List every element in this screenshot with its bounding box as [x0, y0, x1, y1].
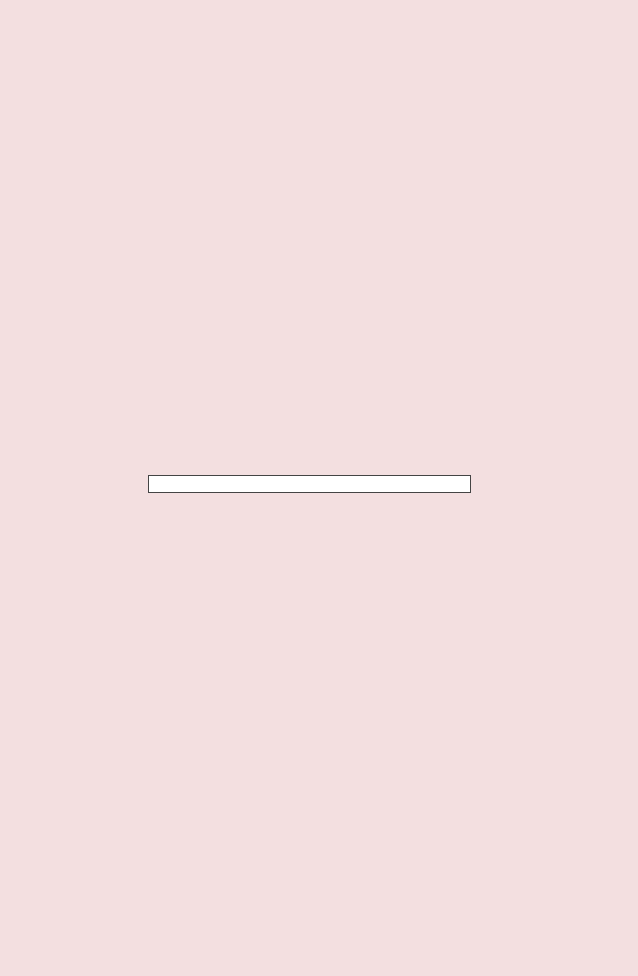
holly-border-left: [0, 0, 34, 976]
reference-box: [148, 475, 471, 493]
holly-border-top: [0, 0, 638, 34]
holly-border-bottom: [0, 942, 638, 976]
holly-border-right: [604, 0, 638, 976]
